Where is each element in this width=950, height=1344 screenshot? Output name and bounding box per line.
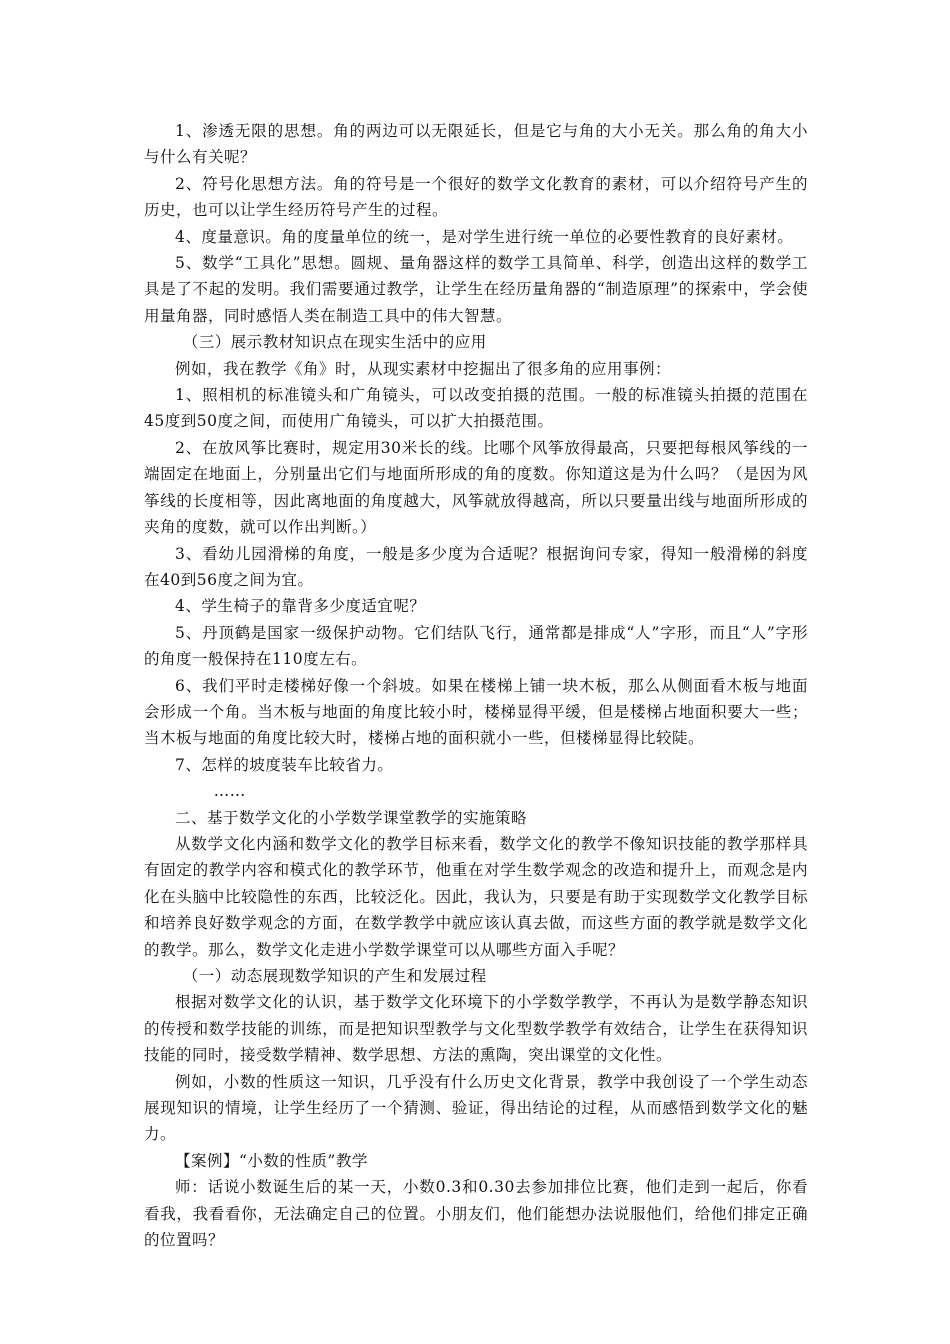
paragraph: 1、渗透无限的思想。角的两边可以无限延长，但是它与角的大小无关。那么角的角大小与什么有关呢？	[144, 122, 808, 167]
section-heading: 二、基于数学文化的小学数学课堂教学的实施策略	[175, 808, 528, 827]
paragraph: 从数学文化内涵和数学文化的教学目标来看，数学文化的教学不像知识技能的教学那样具有固定的教学内容和模式化的教学环节，他重在对学生数学观念的改造和提升上，而观念是内化在头脑中比较隐性的东西，比较泛化。因此，我认为，只要是有助于实现数学文化教学目标和培养良好数学观念的方面，在数学教学中就应该认真去做，而这些方面的教学就是数学文化的教学。那么，数学文化走进小学数学课堂可以从哪些方面入手呢？	[144, 834, 808, 959]
paragraph: 1、照相机的标准镜头和广角镜头，可以改变拍摄的范围。一般的标准镜头拍摄的范围在45度到50度之间，而使用广角镜头，可以扩大拍摄范围。	[144, 386, 808, 431]
paragraph: 4、度量意识。角的度量单位的统一，是对学生进行统一单位的必要性教育的良好素材。	[175, 227, 794, 246]
paragraph: 2、在放风筝比赛时，规定用30米长的线。比哪个风筝放得最高，只要把每根风筝线的一端固定在地面上，分别量出它们与地面所形成的角的度数。你知道这是为什么吗？（是因为风筝线的长度相等，因此离地面的角度越大，风筝就放得越高，所以只要量出线与地面所形成的夹角的度数，就可以作出判断。）	[144, 438, 808, 537]
paragraph: 2、符号化思想方法。角的符号是一个很好的数学文化教育的素材，可以介绍符号产生的历史，也可以让学生经历符号产生的过程。	[144, 174, 808, 220]
document-body	[144, 118, 808, 1253]
paragraph: 7、怎样的坡度装车比较省力。	[175, 755, 394, 774]
paragraph: 根据对数学文化的认识，基于数学文化环境下的小学数学教学，不再认为是数学静态知识的传授和数学技能的训练，而是把知识型教学与文化型数学教学有效结合，让学生在获得知识技能的同时，接受数学精神、数学思想、方法的熏陶，突出课堂的文化性。	[144, 993, 808, 1065]
paragraph: 3、看幼儿园滑梯的角度，一般是多少度为合适呢？根据询问专家，得知一般滑梯的斜度在40到56度之间为宜。	[144, 544, 808, 589]
paragraph: 4、学生椅子的靠背多少度适宜呢？	[175, 597, 426, 616]
case-label: 【案例】“小数的性质”教学	[175, 1151, 368, 1170]
paragraph: 师：话说小数诞生后的某一天，小数0.3和0.30去参加排位比赛，他们走到一起后，你看看我，我看看你，无法确定自己的位置。小朋友们，他们能想办法说服他们，给他们排定正确的位置吗？	[144, 1178, 808, 1250]
ellipsis: ……	[213, 782, 246, 801]
paragraph: 例如，小数的性质这一知识，几乎没有什么历史文化背景，教学中我创设了一个学生动态展现知识的情境，让学生经历了一个猜测、验证，得出结论的过程，从而感悟到数学文化的魅力。	[144, 1072, 808, 1144]
section-subheading: （一）动态展现数学知识的产生和发展过程	[182, 967, 487, 985]
paragraph: 6、我们平时走楼梯好像一个斜坡。如果在楼梯上铺一块木板，那么从侧面看木板与地面会形成一个角。当木板与地面的角度比较小时，楼梯显得平缓，但是楼梯占地面积要大一些；当木板与地面的角度比较大时，楼梯占地的面积就小一些，但楼梯显得比较陡。	[144, 676, 808, 748]
paragraph: 5、数学“工具化”思想。圆规、量角器这样的数学工具简单、科学，创造出这样的数学工具是了不起的发明。我们需要通过教学，让学生在经历量角器的“制造原理”的探索中，学会使用量角器，同时感悟人类在制造工具中的伟大智慧。	[144, 254, 808, 325]
section-subheading: （三）展示教材知识点在现实生活中的应用	[182, 333, 487, 352]
paragraph: 5、丹顶鹤是国家一级保护动物。它们结队飞行，通常都是排成“人”字形，而且“人”字形的角度一般保持在110度左右。	[144, 623, 808, 669]
paragraph: 例如，我在教学《角》时，从现实素材中挖掘出了很多角的应用事例：	[175, 359, 672, 378]
